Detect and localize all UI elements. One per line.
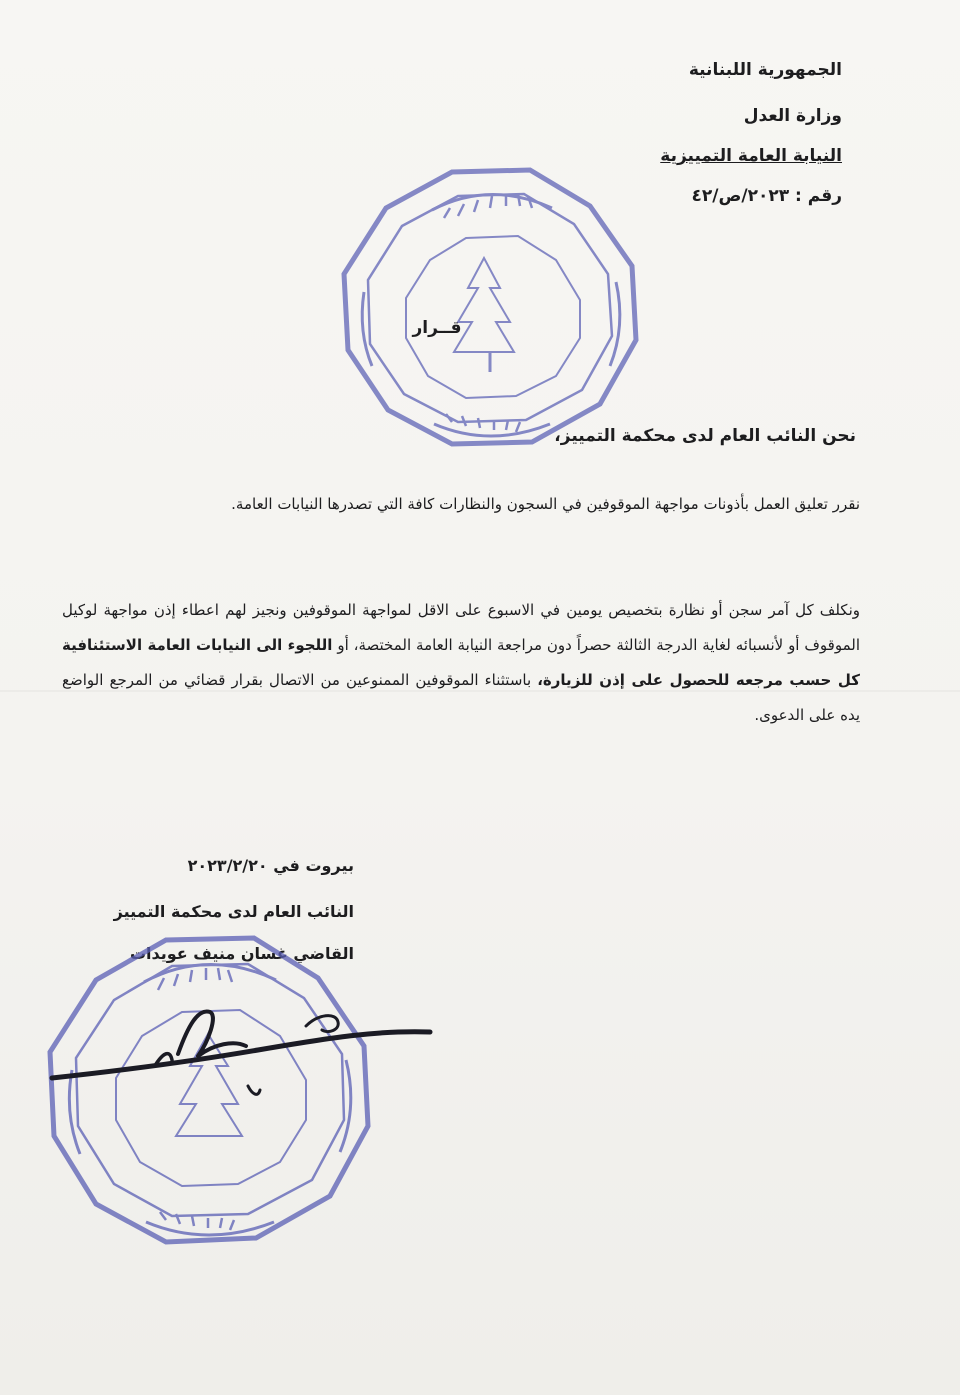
decision-title: قــرار: [412, 318, 462, 338]
signatory-name: القاضي غسان منيف عويدات: [129, 944, 354, 963]
ministry-heading: وزارة العدل: [743, 106, 842, 126]
signatory-title: النائب العام لدى محكمة التمييز: [113, 902, 354, 921]
decision-paragraph-1: نقرر تعليق العمل بأذونات مواجهة الموقوفين في السجون والنظارات كافة التي تصدرها النيابات العامة.: [231, 495, 860, 513]
paragraph-2-text-part-1: ونكلف كل آمر سجن أو نظارة بتخصيص يومين في الاسبوع على الاقل لمواجهة الموقوفين ونجيز لهم اعطاء إذن مواجهة لوكيل الموقوف أو لأنسبائه لغاية الدرجة الثالثة حصراً دون مراجعة النيابة العامة المختصة، أو: [62, 601, 860, 654]
paragraph-2-text-part-3: باستثناء الموقوفين الممنوعين من الاتصال بقرار قضائي من المرجع الواضع يده على الدعوى.: [62, 671, 860, 724]
reference-number: رقم : ٢٠٢٣/ص/٤٢: [691, 186, 842, 206]
issuer-intro: نحن النائب العام لدى محكمة التمييز،: [554, 426, 856, 446]
office-heading: النيابة العامة التمييزية: [660, 146, 842, 166]
decision-paragraph-2: [62, 593, 860, 733]
place-and-date: بيروت في ٢٠٢٣/٢/٢٠: [187, 856, 354, 875]
republic-heading: الجمهورية اللبنانية: [688, 60, 842, 80]
paragraph-2-emphasis: اللجوء الى النيابات العامة الاستئنافية كل حسب مرجعه للحصول على إذن للزيارة،: [62, 636, 860, 689]
